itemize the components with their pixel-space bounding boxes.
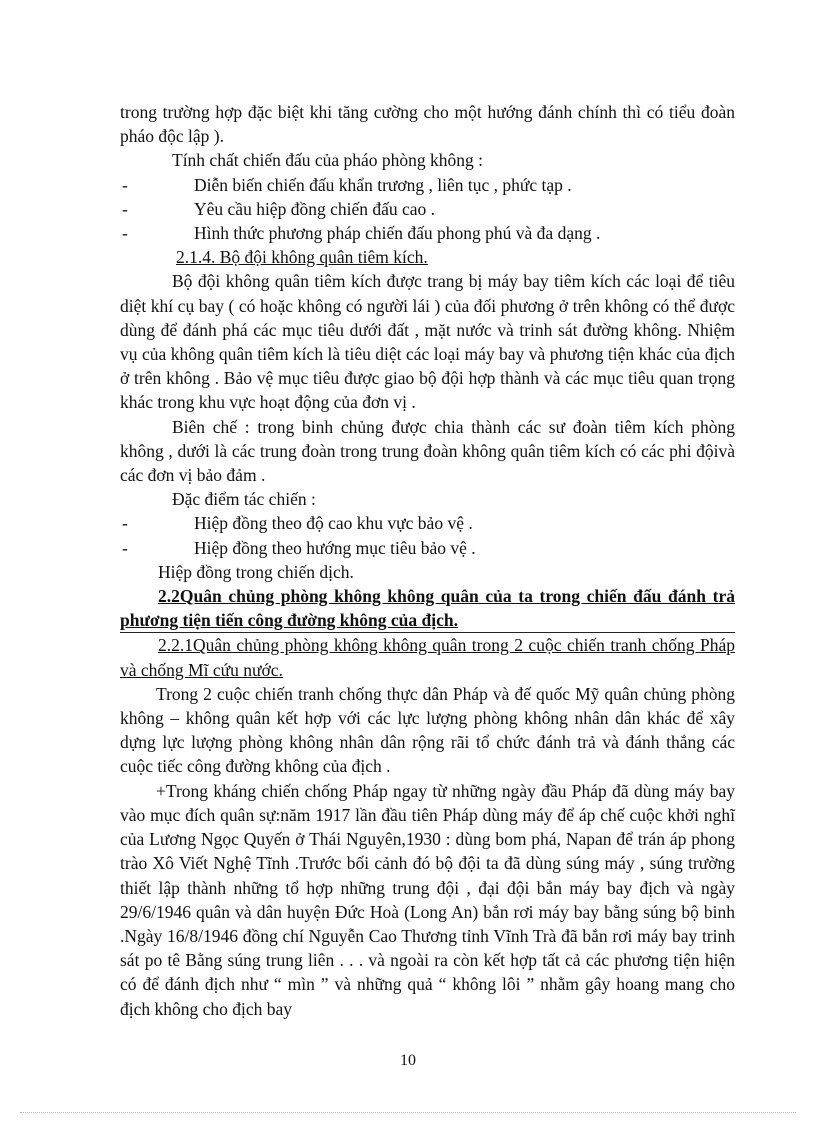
list-item (120, 221, 735, 245)
list-item (120, 197, 735, 221)
footer-divider (20, 1112, 796, 1113)
list-item-text: Diễn biến chiến đấu khẩn trương , liên tục , phức tạp . (194, 174, 572, 195)
list-item (120, 511, 735, 535)
section-heading-2-2: 2.2Quân chủng phòng không không quân của ta trong chiến đấu đánh trả phương tiện tiến công đường không của địch. (120, 584, 735, 633)
section-heading-2-1-4: 2.1.4. Bộ đội không quân tiêm kích. (176, 247, 428, 268)
bullet-dash: - (122, 513, 128, 534)
paragraph-anti-french: +Trong kháng chiến chống Pháp ngay từ những ngày đầu Pháp đã dùng máy bay vào mục đích quân sự:năm 1917 lần đầu tiên Pháp dùng máy để áp chế cuộc khởi nghĩ của Lương Ngọc Quyến ở Thái Nguyên,1930 : dùng bom phá, Napan để trán áp phong trào Xô Viết Nghệ Tĩnh .Trước bối cảnh đó bộ đội ta đã dùng súng máy , súng trường thiết lập thành những tổ hợp những trung đội , đại đội bắn máy bay địch và ngày 29/6/1946 quân và dân huyện Đức Hoà (Long An) bắn rơi máy bay bằng súng bộ binh .Ngày 16/8/1946 đồng chí Nguyễn Cao Thương tỉnh Vĩnh Trà đã bắn rơi máy bay trinh sát po tê Bằng súng trung liên . . . và ngoài ra còn kết hợp tất cả các phương tiện hiện có để đánh địch như “ mìn ” và những quả “ không lôi ” nhằm gây hoang mang cho địch không cho địch bay (120, 780, 735, 1019)
page-number: 10 (400, 1052, 416, 1069)
aa-properties-title: Tính chất chiến đấu của pháo phòng không : (172, 150, 484, 171)
bullet-dash: - (122, 198, 128, 219)
list-item (120, 173, 735, 197)
list-item-text: Hiệp đồng theo hướng mục tiêu bảo vệ . (194, 537, 476, 558)
bullet-dash: - (122, 537, 128, 558)
intro-continuation: trong trường hợp đặc biệt khi tăng cường cho một hướng đánh chính thì có tiểu đoàn pháo độc lập ). (120, 102, 735, 147)
operations-last-line: Hiệp đồng trong chiến dịch. (158, 561, 354, 582)
bullet-dash: - (122, 174, 128, 195)
paragraph-organization: Biên chế : trong binh chủng được chia thành các sư đoàn tiêm kích phòng không , dưới là các trung đoàn trong trung đoàn không quân tiêm kích có các phi độivà các đơn vị bảo đảm . (120, 416, 735, 486)
list-item-text: Hình thức phương pháp chiến đấu phong phú và đa dạng . (194, 223, 601, 244)
paragraph-two-wars: Trong 2 cuộc chiến tranh chống thực dân Pháp và đế quốc Mỹ quân chủng phòng không – không quân kết hợp với các lực lượng phòng không nhân dân khác để xây dựng lực lượng phòng không nhân dân rộng rãi tổ chức đánh trả và đánh thắng các cuộc tiếc công đường không của địch . (120, 683, 735, 777)
list-item-text: Yêu cầu hiệp đồng chiến đấu cao . (194, 198, 436, 219)
list-item-text: Hiệp đồng theo độ cao khu vực bảo vệ . (194, 513, 473, 534)
operations-title: Đặc điểm tác chiến : (172, 489, 316, 510)
page-content (120, 100, 735, 1021)
bullet-dash: - (122, 223, 128, 244)
list-item (120, 536, 735, 560)
paragraph-fighter-aviation: Bộ đội không quân tiêm kích được trang bị máy bay tiêm kích các loại để tiêu diệt khí cụ bay ( có hoặc không có người lái ) của đối phương ở trên không có thể được dùng để đánh phá các mục tiêu dưới đất , mặt nước và trinh sát đường không. Nhiệm vụ của không quân tiêm kích là tiêu diệt các loại máy bay và phương tiện khác của địch ở trên không . Bảo vệ mục tiêu được giao bộ đội hợp thành và các mục tiêu quan trọng khác trong khu vực hoạt động của đơn vị . (120, 271, 735, 413)
section-heading-2-2-1: 2.2.1Quân chủng phòng không không quân trong 2 cuộc chiến tranh chống Pháp và chống Mĩ cứu nước. (120, 635, 735, 680)
